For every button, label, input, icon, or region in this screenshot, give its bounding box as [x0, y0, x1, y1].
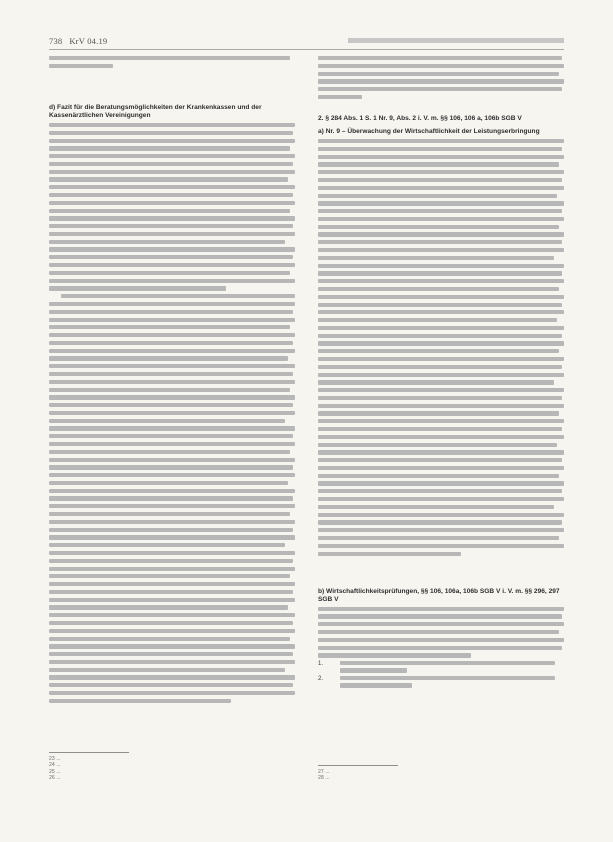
list-marker-2: 2. — [318, 675, 324, 682]
subsection-heading-a: a) Nr. 9 – Überwachung der Wirtschaftlichkeit der Leistungserbringung — [318, 128, 540, 136]
subsection-heading-b: b) Wirtschaftlichkeitsprüfungen, §§ 106, 106a, 106b SGB V i. V. m. §§ 296, 297 SGB V — [318, 587, 560, 603]
numbered-list — [318, 661, 564, 688]
left-intro-paragraph — [49, 56, 295, 68]
running-header — [318, 36, 564, 45]
section-heading-2: 2. § 284 Abs. 1 S. 1 Nr. 9, Abs. 2 i. V. m. §§ 106, 106 a, 106b SGB V — [318, 115, 522, 123]
left-body-text — [49, 123, 295, 703]
journal-name: KrV 04.19 — [69, 36, 108, 46]
footnote: 27 ... — [318, 769, 330, 775]
page-number: 738 — [49, 36, 63, 46]
header-rule — [49, 49, 564, 50]
footnote: 25 ... — [49, 768, 61, 775]
footnote-rule-right — [318, 765, 398, 766]
right-column — [318, 56, 564, 688]
footnotes-right — [318, 769, 564, 782]
list-marker-1: 1. — [318, 660, 324, 667]
footnote: 28 ... — [318, 775, 330, 782]
footnote-rule-left — [49, 752, 129, 753]
page-header — [49, 36, 107, 46]
footnotes-left — [49, 756, 295, 782]
footnote: 24 ... — [49, 762, 61, 769]
section-heading: d) Fazit für die Beratungsmöglichkeiten der Krankenkassen und der Kassenärztlichen Vereinigungen — [49, 103, 262, 119]
footnote: 26 ... — [49, 775, 61, 782]
footnote: 23 ... — [49, 756, 61, 762]
left-column — [49, 56, 295, 703]
right-body-text-b — [318, 607, 564, 658]
right-intro-paragraph — [318, 56, 564, 99]
right-body-text-a — [318, 139, 564, 556]
